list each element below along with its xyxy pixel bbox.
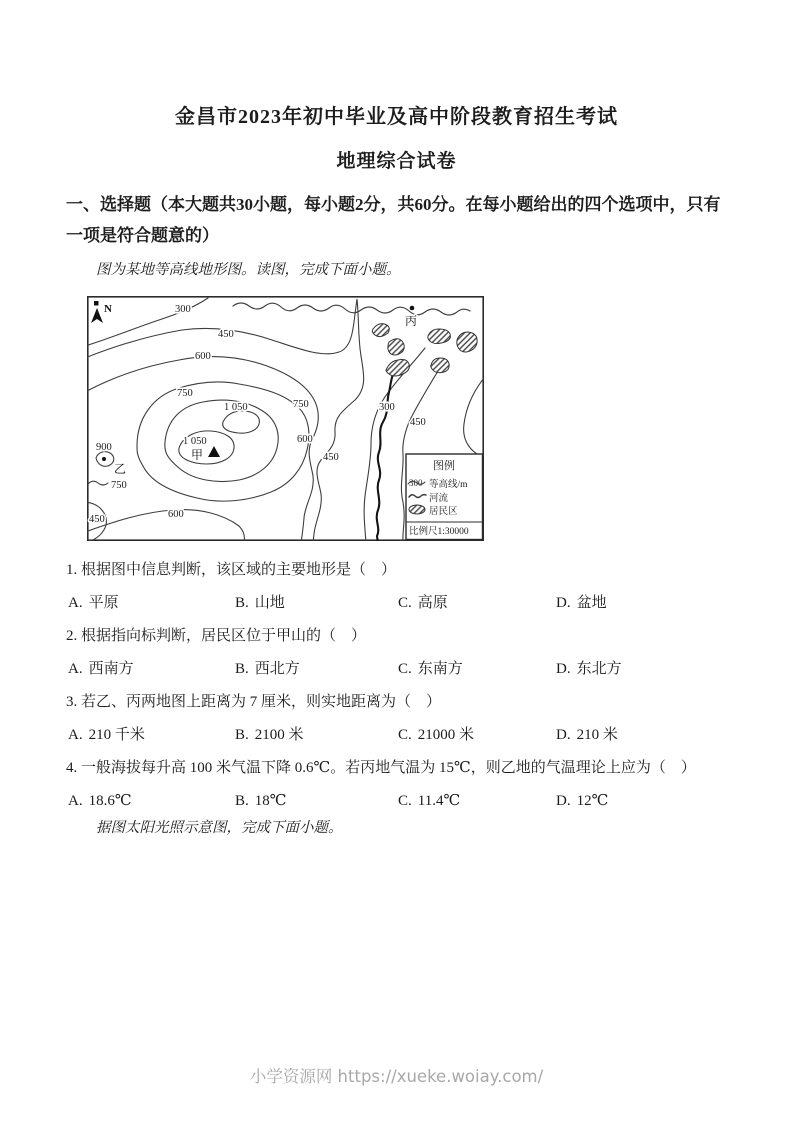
question-3-options xyxy=(68,719,793,752)
point-label-bing: 丙 xyxy=(405,314,418,328)
point-dot-yi xyxy=(102,457,106,461)
contour-label-1050-b: 1 050 xyxy=(183,436,207,447)
option-a: A. 西南方 xyxy=(68,661,134,677)
question-3-stem xyxy=(66,686,733,719)
compass-n-label: N xyxy=(104,303,112,315)
contour-label-450-sw: 450 xyxy=(89,514,105,525)
legend-contour-label: 等高线/m xyxy=(429,480,468,490)
option-b: B. 山地 xyxy=(235,595,285,611)
question-4-options xyxy=(68,785,793,818)
legend-scale: 比例尺1:30000 xyxy=(409,527,469,537)
question-1-options xyxy=(68,587,793,620)
option-c: C. 21000 米 xyxy=(398,727,475,743)
question-3 xyxy=(0,686,793,752)
contour-label-750-e: 750 xyxy=(293,399,309,410)
option-a: A. 18.6℃ xyxy=(68,793,132,809)
map-legend xyxy=(406,454,483,540)
footer-watermark: 小学资源网 https://xueke.woiay.com/ xyxy=(249,1067,544,1086)
contour-label-450-river: 450 xyxy=(410,417,426,428)
contour-label-600-e: 600 xyxy=(297,434,313,445)
question-2-stem xyxy=(66,620,733,653)
settlement-area xyxy=(431,358,449,373)
contour-label-900: 900 xyxy=(96,442,112,453)
question-4 xyxy=(0,752,793,818)
page-title: 金昌市2023年初中毕业及高中阶段教育招生考试 xyxy=(175,106,618,128)
option-d: D. 盆地 xyxy=(556,595,607,611)
contour-label-300-valley: 300 xyxy=(379,402,395,413)
legend-settlement-icon xyxy=(409,505,425,514)
question-1-stem xyxy=(66,554,733,587)
page-subtitle: 地理综合试卷 xyxy=(336,151,457,172)
point-dot-bing xyxy=(410,306,415,311)
option-d: D. 东北方 xyxy=(556,661,622,677)
question-2-options xyxy=(68,653,793,686)
option-c: C. 11.4℃ xyxy=(398,793,461,809)
legend-river-label: 河流 xyxy=(429,494,449,504)
question-number: 1. xyxy=(66,562,78,578)
question-number: 3. xyxy=(66,694,78,710)
option-c: C. 高原 xyxy=(398,595,448,611)
contour-label-750-w: 750 xyxy=(177,388,193,399)
contour-map-figure xyxy=(87,296,484,541)
question-number: 4. xyxy=(66,760,78,776)
question-2 xyxy=(0,620,793,686)
question-4-stem xyxy=(66,752,733,785)
contour-label-300-nw: 300 xyxy=(175,304,191,315)
legend-settlement-label: 居民区 xyxy=(429,507,458,517)
option-b: B. 18℃ xyxy=(235,793,287,809)
contour-label-600-s: 600 xyxy=(168,509,184,520)
question-number: 2. xyxy=(66,628,78,644)
point-label-yi: 乙 xyxy=(114,462,127,476)
question-text: 根据图中信息判断，该区域的主要地形是（ ） xyxy=(81,562,397,578)
question-1 xyxy=(0,554,793,620)
settlement-area xyxy=(428,329,451,344)
legend-contour-symbol: 300 xyxy=(409,478,423,488)
option-c: C. 东南方 xyxy=(398,661,463,677)
question-text: 根据指向标判断，居民区位于甲山的（ ） xyxy=(81,628,367,644)
contour-label-450-e: 450 xyxy=(323,452,339,463)
sunlight-intro: 据图太阳光照示意图，完成下面小题。 xyxy=(96,820,343,836)
option-a: A. 210 千米 xyxy=(68,727,145,743)
option-b: B. 西北方 xyxy=(235,661,300,677)
question-list xyxy=(0,554,793,818)
question-text: 若乙、丙两地图上距离为 7 厘米，则实地距离为（ ） xyxy=(81,694,442,710)
settlement-area xyxy=(388,339,404,355)
option-b: B. 2100 米 xyxy=(235,727,304,743)
contour-map-svg xyxy=(87,296,484,541)
point-label-jia: 甲 xyxy=(191,448,204,462)
option-a: A. 平原 xyxy=(68,595,119,611)
contour-label-1050-a: 1 050 xyxy=(224,402,248,413)
contour-label-750-sw: 750 xyxy=(111,480,127,491)
question-text: 一般海拔每升高 100 米气温下降 0.6℃。若丙地气温为 15℃，则乙地的气温理论上应为（ ） xyxy=(81,760,696,776)
legend-title: 图例 xyxy=(433,460,455,472)
contour-map-intro: 图为某地等高线地形图。读图，完成下面小题。 xyxy=(96,262,401,278)
contour-label-600-nw: 600 xyxy=(195,351,211,362)
section-heading: 一、选择题（本大题共30小题，每小题2分，共60分。在每小题给出的四个选项中，只有一项是符合题意的） xyxy=(66,195,721,245)
settlement-area xyxy=(457,332,477,352)
option-d: D. 12℃ xyxy=(556,793,609,809)
option-d: D. 210 米 xyxy=(556,727,618,743)
contour-label-450-nw: 450 xyxy=(218,329,234,340)
